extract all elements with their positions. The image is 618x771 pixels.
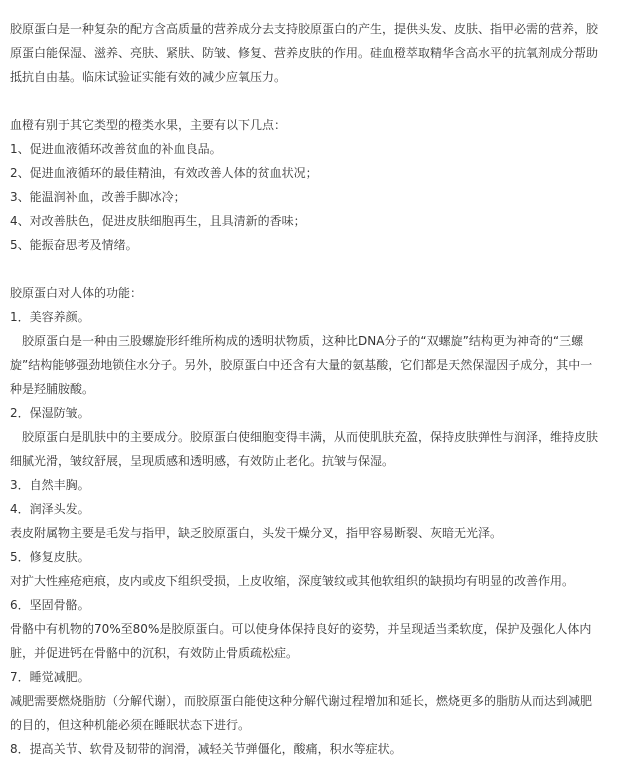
functions-heading: 胶原蛋白对人体的功能： <box>10 286 143 300</box>
intro-line-3: 抵抗自由基。临床试验证实能有效的减少应氧压力。 <box>10 70 287 84</box>
intro-line-1: 胶原蛋白是一种复杂的配方含高质量的营养成分去支持胶原蛋白的产生，提供头发、皮肤、指甲必需的营养，胶 <box>10 22 599 36</box>
function-text: 对扩大性痤疮疤痕，皮内或皮下组织受损，上皮收缩，深度皱纹或其他软组织的缺损均有明显的改善作用。 <box>10 574 575 588</box>
blood-orange-item: 5、能振奋思考及情绪。 <box>10 238 138 252</box>
function-text: 的目的，但这种机能必须在睡眠状态下进行。 <box>10 718 251 732</box>
blood-orange-item: 4、对改善肤色，促进皮肤细胞再生，且具清新的香味； <box>10 214 306 228</box>
function-title: 5．修复皮肤。 <box>10 550 90 564</box>
function-title: 4．润泽头发。 <box>10 502 90 516</box>
function-text: 减肥需要燃烧脂肪（分解代谢），而胶原蛋白能使这种分解代谢过程增加和延长，燃烧更多的脂肪从而达到减肥 <box>10 694 593 708</box>
function-title: 8．提高关节、软骨及韧带的润滑，减轻关节弹僵化，酸痛，积水等症状。 <box>10 742 402 756</box>
function-text: 骨骼中有机物的70%至80%是胶原蛋白。可以使身体保持良好的姿势，并呈现适当柔软度，保护及强化人体内 <box>10 622 592 636</box>
blood-orange-item: 2、促进血液循环的最佳精油，有效改善人体的贫血状况； <box>10 166 318 180</box>
function-text: 脏，并促进钙在骨骼中的沉积，有效防止骨质疏松症。 <box>10 646 299 660</box>
function-text: 种是羟脯胺酸。 <box>10 382 95 396</box>
function-text: 胶原蛋白是一种由三股螺旋形纤维所构成的透明状物质，这种比DNA分子的“双螺旋”结构更为神奇的“三螺 <box>10 334 584 348</box>
function-text: 胶原蛋白是肌肤中的主要成分。胶原蛋白使细胞变得丰满，从而使肌肤充盈，保持皮肤弹性与润泽，维持皮肤 <box>10 430 599 444</box>
function-title: 2．保湿防皱。 <box>10 406 90 420</box>
function-title: 6．坚固骨骼。 <box>10 598 90 612</box>
blood-orange-heading: 血橙有别于其它类型的橙类水果，主要有以下几点： <box>10 118 287 132</box>
blood-orange-item: 1、促进血液循环改善贫血的补血良品。 <box>10 142 222 156</box>
function-text: 表皮附属物主要是毛发与指甲，缺乏胶原蛋白，头发干燥分叉，指甲容易断裂、灰暗无光泽。 <box>10 526 503 540</box>
function-text: 旋”结构能够强劲地锁住水分子。另外，胶原蛋白中还含有大量的氨基酸，它们都是天然保湿因子成分，其中一 <box>10 358 593 372</box>
function-title: 7．睡觉减肥。 <box>10 670 90 684</box>
intro-line-2: 原蛋白能保湿、滋养、亮肤、紧肤、防皱、修复、营养皮肤的作用。硅血橙萃取精华含高水平的抗氧剂成分帮助 <box>10 46 599 60</box>
function-title: 3．自然丰胸。 <box>10 478 90 492</box>
function-title: 1．美容养颜。 <box>10 310 90 324</box>
blood-orange-item: 3、能温润补血，改善手脚冰冷； <box>10 190 186 204</box>
function-text: 细腻光滑，皱纹舒展，呈现质感和透明感，有效防止老化。抗皱与保湿。 <box>10 454 395 468</box>
